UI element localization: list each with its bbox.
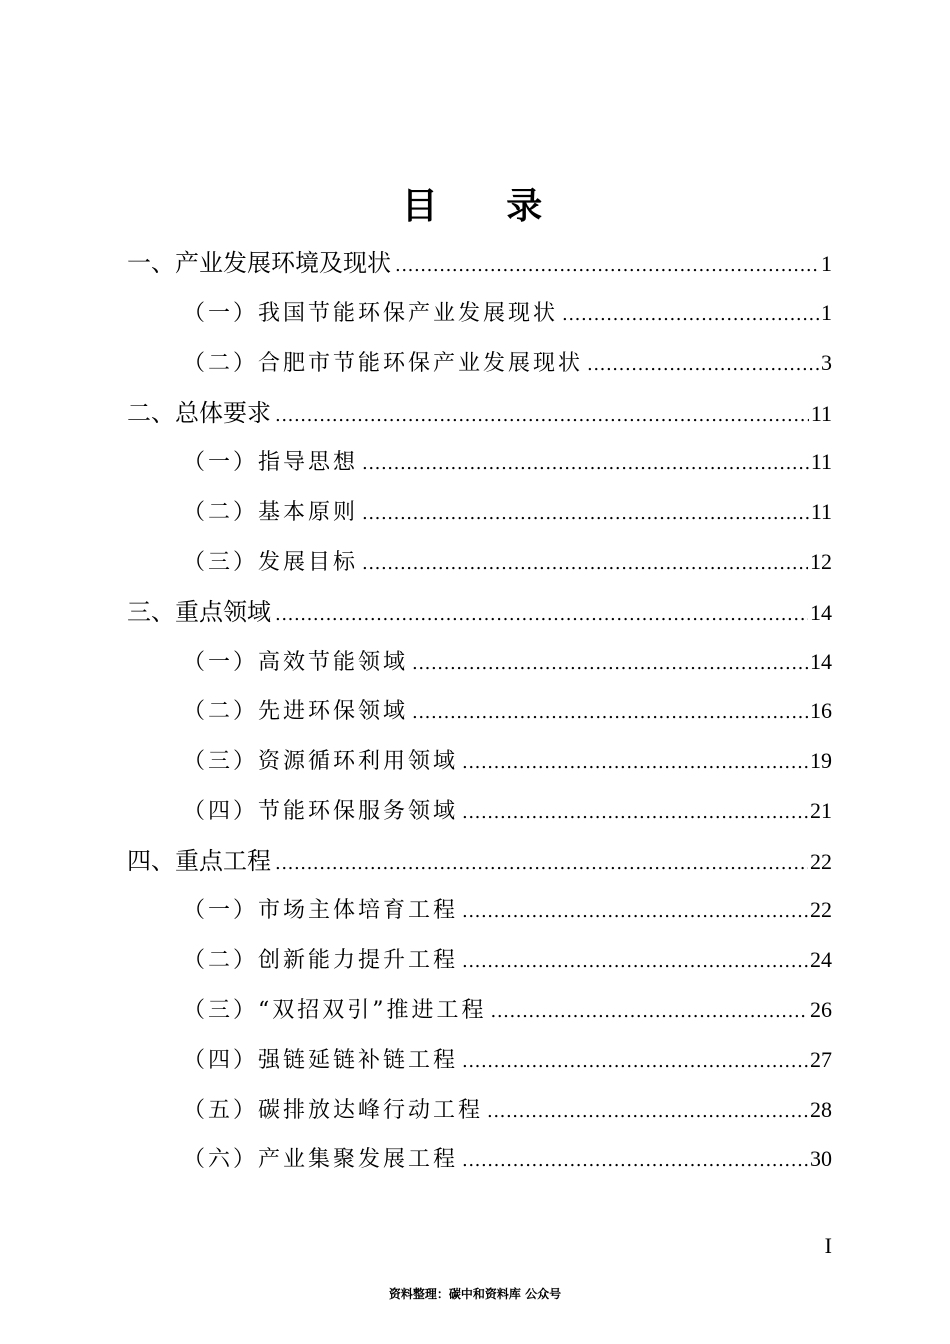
toc-entry-page: 11 (810, 449, 832, 474)
toc-entry-page: 21 (810, 798, 832, 823)
toc-entry-page: 3 (821, 350, 832, 375)
toc-entry-label: （三）资源循环利用领域 (183, 749, 459, 774)
toc-entry-page: 30 (810, 1146, 832, 1171)
toc-entry[interactable] (183, 1040, 832, 1080)
toc-entry-page: 11 (810, 401, 832, 426)
toc-leader-dots (462, 1042, 808, 1082)
toc-entry-label: （六）产业集聚发展工程 (183, 1147, 459, 1172)
toc-entry[interactable] (183, 293, 832, 333)
toc-entry[interactable] (127, 243, 832, 283)
toc-leader-dots (462, 743, 808, 783)
toc-leader-dots (395, 246, 819, 286)
toc-leader-dots (362, 544, 808, 584)
toc-entry-page: 12 (810, 549, 832, 574)
toc-entry-page: 14 (810, 649, 832, 674)
toc-entry[interactable] (127, 393, 832, 433)
toc-leader-dots (491, 992, 809, 1032)
toc-entry[interactable] (183, 890, 832, 930)
toc-entry-page: 22 (810, 849, 832, 874)
toc-entry-page: 27 (810, 1047, 832, 1072)
toc-entry-page: 24 (810, 947, 832, 972)
toc-entry-label: 四、重点工程 (127, 847, 271, 875)
toc-entry-page: 22 (810, 897, 832, 922)
toc-leader-dots (275, 844, 808, 884)
toc-entry-page: 19 (810, 748, 832, 773)
toc-leader-dots (462, 942, 808, 982)
toc-entry-page: 28 (810, 1097, 832, 1122)
toc-leader-dots (412, 644, 808, 684)
toc-entry-label: （四）强链延链补链工程 (183, 1048, 459, 1073)
toc-entry-label: （二）创新能力提升工程 (183, 948, 459, 973)
toc-entry-label: 一、产业发展环境及现状 (127, 249, 391, 277)
toc-entry-label: （一）市场主体培育工程 (183, 898, 459, 923)
toc-entry-page: 1 (821, 251, 832, 276)
toc-leader-dots (362, 494, 809, 534)
toc-entry[interactable] (183, 1139, 832, 1179)
toc-entry-label: （三）“双招双引”推进工程 (183, 998, 487, 1023)
toc-leader-dots (462, 892, 808, 932)
toc-leader-dots (412, 693, 808, 733)
toc-entry-page: 26 (810, 997, 832, 1022)
toc-leader-dots (275, 396, 809, 436)
toc-entry-label: （一）我国节能环保产业发展现状 (183, 301, 559, 326)
footer-note: 资料整理：碳中和资料库 公众号 (388, 1287, 562, 1301)
toc-entry[interactable] (183, 642, 832, 682)
toc-entry[interactable] (183, 990, 832, 1030)
toc-entry-label: （一）指导思想 (183, 450, 359, 475)
toc-entry[interactable] (183, 691, 832, 731)
toc-entry-page: 14 (810, 600, 832, 625)
toc-leader-dots (275, 595, 808, 635)
toc-entry[interactable] (183, 791, 832, 831)
toc-leader-dots (562, 295, 819, 335)
toc-entry-label: （一）高效节能领域 (183, 650, 409, 675)
page-number: I (824, 1233, 832, 1258)
toc-entry-label: （二）基本原则 (183, 500, 359, 525)
toc-entry-label: （三）发展目标 (183, 550, 359, 575)
toc-leader-dots (362, 444, 809, 484)
toc-entry-label: 三、重点领域 (127, 598, 271, 626)
toc-entry-page: 1 (821, 300, 832, 325)
toc-entry-label: （五）碳排放达峰行动工程 (183, 1098, 484, 1123)
toc-leader-dots (462, 793, 808, 833)
toc-title: 目 录 (401, 185, 571, 227)
toc-entry-label: （二）先进环保领域 (183, 699, 409, 724)
toc-entry-label: （四）节能环保服务领域 (183, 799, 459, 824)
toc-entry[interactable] (183, 940, 832, 980)
toc-leader-dots (462, 1141, 808, 1181)
toc-entry-page: 16 (810, 698, 832, 723)
toc-entry[interactable] (183, 1090, 832, 1130)
toc-entry[interactable] (183, 442, 832, 482)
toc-entry[interactable] (183, 343, 832, 383)
toc-entry[interactable] (183, 492, 832, 532)
toc-entry[interactable] (183, 542, 832, 582)
toc-entry-label: 二、总体要求 (127, 399, 271, 427)
toc-entry[interactable] (183, 741, 832, 781)
toc-entry-label: （二）合肥市节能环保产业发展现状 (183, 351, 584, 376)
toc-leader-dots (587, 345, 819, 385)
toc-entry-page: 11 (810, 499, 832, 524)
toc-entry[interactable] (127, 592, 832, 632)
toc-entry[interactable] (127, 841, 832, 881)
toc-leader-dots (487, 1092, 808, 1132)
